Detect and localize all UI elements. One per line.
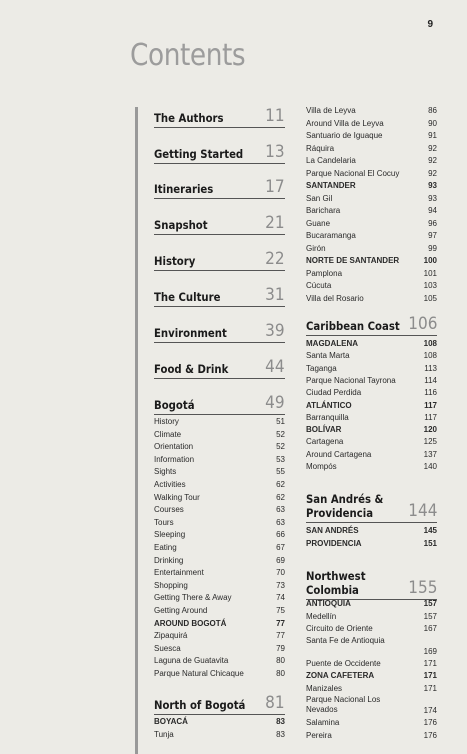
entry-page-number: 66 <box>276 530 285 540</box>
entry-page-number: 80 <box>276 656 285 666</box>
entry-page-number: 108 <box>423 339 437 348</box>
toc-chapter[interactable] <box>154 214 285 235</box>
chapter-title: North of Bogotá <box>154 698 246 712</box>
toc-entry[interactable] <box>306 268 437 280</box>
toc-entry[interactable] <box>154 517 285 529</box>
chapter-title: The Culture <box>154 290 221 304</box>
entry-page-number: 116 <box>424 388 437 398</box>
entry-page-number: 99 <box>428 243 437 253</box>
entry-title: Guane <box>306 218 331 228</box>
chapter-title: Food & Drink <box>154 362 229 376</box>
entry-page-number: 157 <box>423 611 437 621</box>
entry-page-number: 176 <box>423 718 437 727</box>
entry-title: Laguna de Guatavita <box>154 656 229 666</box>
entry-page-number: 92 <box>428 168 437 178</box>
toc-entry[interactable] <box>306 130 437 142</box>
entry-title: MAGDALENA <box>306 339 358 348</box>
toc-chapter[interactable] <box>154 358 285 379</box>
toc-entry[interactable] <box>154 529 285 541</box>
entry-page-number: 63 <box>276 517 285 527</box>
entry-page-number: 55 <box>276 467 285 477</box>
entry-page-number: 74 <box>276 593 285 603</box>
entry-title: Activities <box>154 480 186 489</box>
entry-page-number: 97 <box>428 231 437 240</box>
entry-title: Circuito de Oriente <box>306 624 373 633</box>
entry-title: Santa Marta <box>306 351 350 361</box>
entry-title: Parque Natural Chicaque <box>154 669 244 678</box>
toc-entry[interactable] <box>306 168 437 180</box>
entry-page-number: 73 <box>276 580 285 590</box>
entry-page-number: 105 <box>423 293 437 303</box>
entry-page-number: 53 <box>276 454 285 464</box>
toc-entry[interactable] <box>154 655 285 667</box>
toc-entry[interactable] <box>154 441 285 453</box>
toc-entry[interactable] <box>306 280 437 292</box>
toc-entry[interactable] <box>306 436 437 448</box>
chapter-page-number: 39 <box>265 321 285 341</box>
toc-entry[interactable] <box>154 605 285 617</box>
toc-entry[interactable] <box>306 670 437 682</box>
toc-entry[interactable] <box>154 592 285 604</box>
toc-entry[interactable] <box>154 466 285 478</box>
chapter-page-number: 17 <box>265 177 285 197</box>
entry-title: ANTIOQUIA <box>306 599 351 608</box>
entry-title: Eating <box>154 543 177 552</box>
entry-title: Medellín <box>306 611 337 621</box>
entry-title: BOLÍVAR <box>306 425 342 435</box>
entry-page-number: 120 <box>423 425 437 435</box>
toc-entry[interactable] <box>154 567 285 579</box>
entry-title: Getting Around <box>154 606 208 615</box>
entry-page-number: 176 <box>423 730 437 740</box>
chapter-page-number: 21 <box>265 213 285 233</box>
toc-entry[interactable] <box>306 658 437 670</box>
toc-chapter[interactable] <box>154 322 285 343</box>
entry-title: La Candelaria <box>306 156 356 165</box>
entry-title: Information <box>154 454 195 464</box>
chapter-page-number: 44 <box>265 357 285 377</box>
entry-page-number: 94 <box>428 206 437 215</box>
entry-page-number: 174 <box>423 706 437 715</box>
toc-entry[interactable] <box>306 611 437 623</box>
toc-entry[interactable] <box>306 636 437 658</box>
entry-page-number: 92 <box>428 143 437 153</box>
toc-entry[interactable] <box>306 412 437 424</box>
entry-title: Parque Nacional Los Nevados <box>306 695 381 714</box>
toc-entry[interactable] <box>154 542 285 554</box>
entry-page-number: 77 <box>276 631 285 641</box>
toc-entry[interactable] <box>306 525 437 537</box>
toc-entry[interactable] <box>306 695 437 717</box>
entry-title: Manizales <box>306 683 343 693</box>
entry-title: Sights <box>154 467 177 477</box>
entry-page-number: 83 <box>276 729 285 739</box>
chapter-page-number: 106 <box>407 314 437 334</box>
entry-title: Santuario de Iguaque <box>306 131 383 140</box>
entry-page-number: 125 <box>423 437 437 447</box>
entry-title: Barichara <box>306 206 341 215</box>
entry-title: History <box>154 417 179 426</box>
entry-page-number: 103 <box>423 281 437 290</box>
entry-page-number: 62 <box>276 480 285 489</box>
entry-title: Pereira <box>306 730 332 740</box>
entry-page-number: 101 <box>423 268 437 278</box>
entry-title: Around Villa de Leyva <box>306 118 384 128</box>
entry-title: Getting There & Away <box>154 593 232 603</box>
toc-entry[interactable] <box>306 598 437 610</box>
entry-title: Cartagena <box>306 437 344 447</box>
entry-page-number: 52 <box>276 442 285 452</box>
entry-page-number: 52 <box>276 429 285 439</box>
entry-page-number: 171 <box>423 671 437 680</box>
entry-title: Around Cartagena <box>306 449 372 459</box>
page-title: Contents <box>130 38 246 73</box>
toc-entry[interactable] <box>306 730 437 742</box>
entry-title: Pamplona <box>306 268 343 278</box>
entry-title: AROUND BOGOTÁ <box>154 618 227 628</box>
toc-entry[interactable] <box>306 538 437 550</box>
toc-entry[interactable] <box>306 255 437 267</box>
entry-page-number: 151 <box>423 538 437 548</box>
toc-entry[interactable] <box>154 492 285 504</box>
chapter-page-number: 155 <box>407 578 437 598</box>
toc-entry[interactable] <box>306 350 437 362</box>
chapter-page-number: 22 <box>265 249 285 269</box>
chapter-page-number: 13 <box>265 142 285 162</box>
entry-page-number: 157 <box>423 599 437 608</box>
toc-entry[interactable] <box>306 400 437 412</box>
entry-page-number: 75 <box>276 606 285 615</box>
entry-title: Tours <box>154 517 174 527</box>
toc-entry[interactable] <box>306 218 437 230</box>
entry-page-number: 83 <box>276 717 285 726</box>
entry-title: Villa de Leyva <box>306 106 356 115</box>
entry-page-number: 86 <box>428 106 437 115</box>
entry-title: Ciudad Perdida <box>306 388 362 398</box>
entry-page-number: 114 <box>424 375 437 385</box>
toc-entry[interactable] <box>154 429 285 441</box>
entry-title: SAN ANDRÉS <box>306 526 359 535</box>
toc-chapter[interactable] <box>154 250 285 271</box>
toc-entry[interactable] <box>306 623 437 635</box>
entry-title: ATLÁNTICO <box>306 400 352 410</box>
entry-page-number: 79 <box>276 643 285 653</box>
entry-title: Bucaramanga <box>306 231 356 240</box>
toc-entry[interactable] <box>154 716 285 728</box>
left-rule <box>135 107 138 754</box>
entry-page-number: 117 <box>424 400 437 410</box>
entry-title: San Gil <box>306 193 333 203</box>
toc-entry[interactable] <box>154 555 285 567</box>
toc-chapter[interactable] <box>154 394 285 415</box>
chapter-title: Bogotá <box>154 398 195 412</box>
toc-chapter[interactable] <box>154 286 285 307</box>
chapter-page-number: 49 <box>265 393 285 413</box>
entry-title: Walking Tour <box>154 492 200 502</box>
entry-title: Suesca <box>154 643 181 653</box>
entry-page-number: 63 <box>276 505 285 515</box>
chapter-title: Environment <box>154 326 227 340</box>
toc-chapter[interactable] <box>306 315 437 336</box>
entry-page-number: 145 <box>423 526 437 535</box>
toc-entry[interactable] <box>306 180 437 192</box>
chapter-page-number: 81 <box>265 693 285 713</box>
entry-title: Orientation <box>154 442 194 452</box>
entry-page-number: 117 <box>424 412 437 422</box>
entry-title: Ráquira <box>306 143 335 153</box>
entry-page-number: 108 <box>423 351 437 361</box>
entry-page-number: 90 <box>428 118 437 128</box>
toc-entry[interactable] <box>306 461 437 473</box>
chapter-page-number: 144 <box>407 501 437 521</box>
entry-title: PROVIDENCIA <box>306 538 362 548</box>
entry-page-number: 51 <box>276 417 285 426</box>
entry-page-number: 137 <box>423 449 437 459</box>
chapter-page-number: 11 <box>265 106 285 126</box>
toc-entry[interactable] <box>306 155 437 167</box>
entry-page-number: 92 <box>428 156 437 165</box>
toc-entry[interactable] <box>306 143 437 155</box>
entry-title: Shopping <box>154 580 188 590</box>
chapter-title: History <box>154 254 196 268</box>
chapter-title: Itineraries <box>154 182 214 196</box>
toc-entry[interactable] <box>306 205 437 217</box>
entry-page-number: 62 <box>276 492 285 502</box>
chapter-title: Northwest Colombia <box>306 569 366 597</box>
entry-page-number: 70 <box>276 568 285 578</box>
entry-page-number: 171 <box>423 658 437 668</box>
entry-page-number: 113 <box>424 363 437 373</box>
entry-title: Parque Nacional El Cocuy <box>306 168 400 178</box>
entry-page-number: 91 <box>428 131 437 140</box>
entry-title: Barranquilla <box>306 412 349 422</box>
toc-entry[interactable] <box>154 479 285 491</box>
toc-entry[interactable] <box>154 643 285 655</box>
entry-title: Tunja <box>154 729 174 739</box>
entry-title: Climate <box>154 429 182 439</box>
entry-page-number: 96 <box>428 218 437 228</box>
chapter-page-number: 31 <box>265 285 285 305</box>
toc-entry[interactable] <box>306 105 437 117</box>
toc-entry[interactable] <box>306 243 437 255</box>
entry-page-number: 171 <box>423 683 437 693</box>
toc-entry[interactable] <box>154 416 285 428</box>
entry-page-number: 167 <box>423 624 437 633</box>
entry-title: NORTE DE SANTANDER <box>306 256 400 265</box>
toc-entry[interactable] <box>306 375 437 387</box>
toc-chapter[interactable] <box>154 107 285 128</box>
toc-chapter[interactable] <box>154 178 285 199</box>
entry-page-number: 69 <box>276 555 285 565</box>
entry-page-number: 169 <box>423 646 437 656</box>
chapter-title: San Andrés & Providencia <box>306 492 384 520</box>
entry-title: Cúcuta <box>306 281 332 290</box>
entry-title: Girón <box>306 243 326 253</box>
entry-title: Puente de Occidente <box>306 658 381 668</box>
entry-title: Courses <box>154 505 184 515</box>
toc-chapter[interactable] <box>306 488 437 523</box>
page-number: 9 <box>427 19 433 30</box>
entry-page-number: 80 <box>276 669 285 678</box>
toc-entry[interactable] <box>306 293 437 305</box>
toc-entry[interactable] <box>154 668 285 680</box>
entry-page-number: 77 <box>276 618 285 628</box>
toc-entry[interactable] <box>306 193 437 205</box>
toc-entry[interactable] <box>154 454 285 466</box>
toc-entry[interactable] <box>306 449 437 461</box>
entry-title: Zipaquirá <box>154 631 188 641</box>
chapter-title: Getting Started <box>154 147 244 161</box>
toc-entry[interactable] <box>306 387 437 399</box>
toc-entry[interactable] <box>306 118 437 130</box>
chapter-title: The Authors <box>154 111 224 125</box>
entry-page-number: 93 <box>428 181 437 190</box>
entry-title: Salamina <box>306 718 340 727</box>
toc-entry[interactable] <box>306 230 437 242</box>
entry-page-number: 93 <box>428 193 437 203</box>
toc-chapter[interactable] <box>306 565 437 600</box>
entry-title: Sleeping <box>154 530 186 540</box>
entry-page-number: 67 <box>276 543 285 552</box>
entry-title: Villa del Rosario <box>306 293 364 303</box>
chapter-title: Caribbean Coast <box>306 319 400 333</box>
toc-entry[interactable] <box>154 504 285 516</box>
entry-page-number: 140 <box>423 462 437 471</box>
toc-entry[interactable] <box>154 630 285 642</box>
chapter-title: Snapshot <box>154 218 208 232</box>
toc-entry[interactable] <box>154 618 285 630</box>
entry-title: Mompós <box>306 462 337 471</box>
entry-title: Taganga <box>306 363 337 373</box>
toc-entry[interactable] <box>306 717 437 729</box>
toc-entry[interactable] <box>154 729 285 741</box>
entry-title: BOYACÁ <box>154 717 188 726</box>
toc-chapter[interactable] <box>154 694 285 715</box>
entry-title: Drinking <box>154 555 184 565</box>
entry-title: Parque Nacional Tayrona <box>306 375 396 385</box>
toc-entry[interactable] <box>306 363 437 375</box>
entry-title: Santa Fe de Antioquia <box>306 635 385 645</box>
toc-entry[interactable] <box>306 424 437 436</box>
toc-chapter[interactable] <box>154 143 285 164</box>
entry-title: SANTANDER <box>306 181 356 190</box>
entry-title: Entertainment <box>154 568 204 578</box>
toc-entry[interactable] <box>154 580 285 592</box>
entry-title: ZONA CAFETERA <box>306 671 375 680</box>
entry-page-number: 100 <box>423 256 437 265</box>
toc-entry[interactable] <box>306 338 437 350</box>
toc-entry[interactable] <box>306 683 437 695</box>
